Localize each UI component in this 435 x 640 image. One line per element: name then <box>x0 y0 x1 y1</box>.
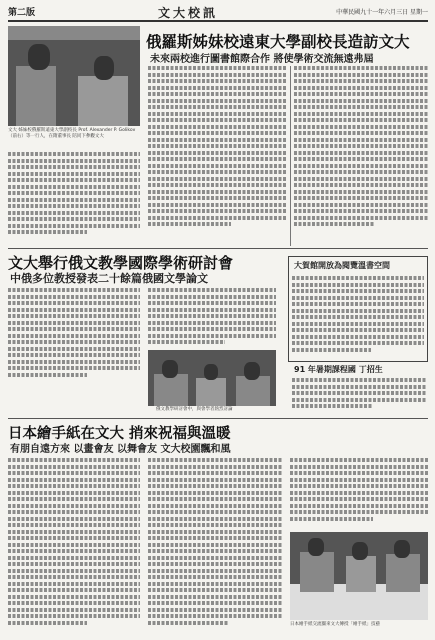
story2-text-col2 <box>148 288 276 348</box>
story1-text-col3 <box>294 66 428 246</box>
notice1-title: 大賀館開放為閱覽溫書空間 <box>294 261 390 270</box>
story2-subhead: 中俄多位教授發表二十餘篇俄國文學論文 <box>10 272 208 285</box>
issue-date: 中華民國九十一年六月三日 星期一 <box>336 9 428 16</box>
edition-label: 第二版 <box>8 8 36 18</box>
story3-text-col2 <box>148 458 282 636</box>
story2-text-col1 <box>8 288 140 384</box>
section-rule <box>8 248 428 249</box>
story1-text-col2 <box>148 66 286 246</box>
story2-photo-caption: 俄文教學研討會中，與會學者熱烈討論 <box>156 407 233 412</box>
newspaper-page <box>8 4 428 636</box>
story1-photo <box>8 26 140 126</box>
story1-text-col1 <box>8 152 140 244</box>
story3-headline: 日本繪手紙在文大 捎來祝福與溫暖 <box>8 425 231 442</box>
story2-headline: 文大舉行俄文教學國際學術研討會 <box>8 254 234 272</box>
column-divider <box>290 66 291 246</box>
notice1-text <box>292 276 424 356</box>
story1-subhead: 未來兩校進行圖書館際合作 將使學術交流無遠弗屆 <box>150 54 374 65</box>
story1-photo-caption: 文大 姊妹校俄羅斯遠東大學副校長 Prof. Alexander P. Golikov（前右）等一行人，在隋董事長 陪同下參觀文大 <box>8 128 136 139</box>
notice2-text <box>292 378 426 416</box>
story3-subhead: 有朋自遠方來 以畫會友 以舞會友 文大校園飄和風 <box>10 444 231 455</box>
story3-photo <box>290 532 428 620</box>
story2-photo <box>148 350 276 406</box>
story1-headline: 俄羅斯姊妹校遠東大學副校長造訪文大 <box>146 32 410 51</box>
notice2-title: 91 年暑期課程國 丁招生 <box>294 365 383 374</box>
masthead <box>8 4 428 22</box>
paper-title: 文大校訊 <box>158 6 219 20</box>
story3-text-col1 <box>8 458 140 636</box>
section-rule <box>8 418 428 419</box>
story3-text-col3 <box>290 458 428 530</box>
story3-photo-caption: 日本繪手紙交流團來文大傳授「繪手紙」技藝 <box>290 622 380 627</box>
